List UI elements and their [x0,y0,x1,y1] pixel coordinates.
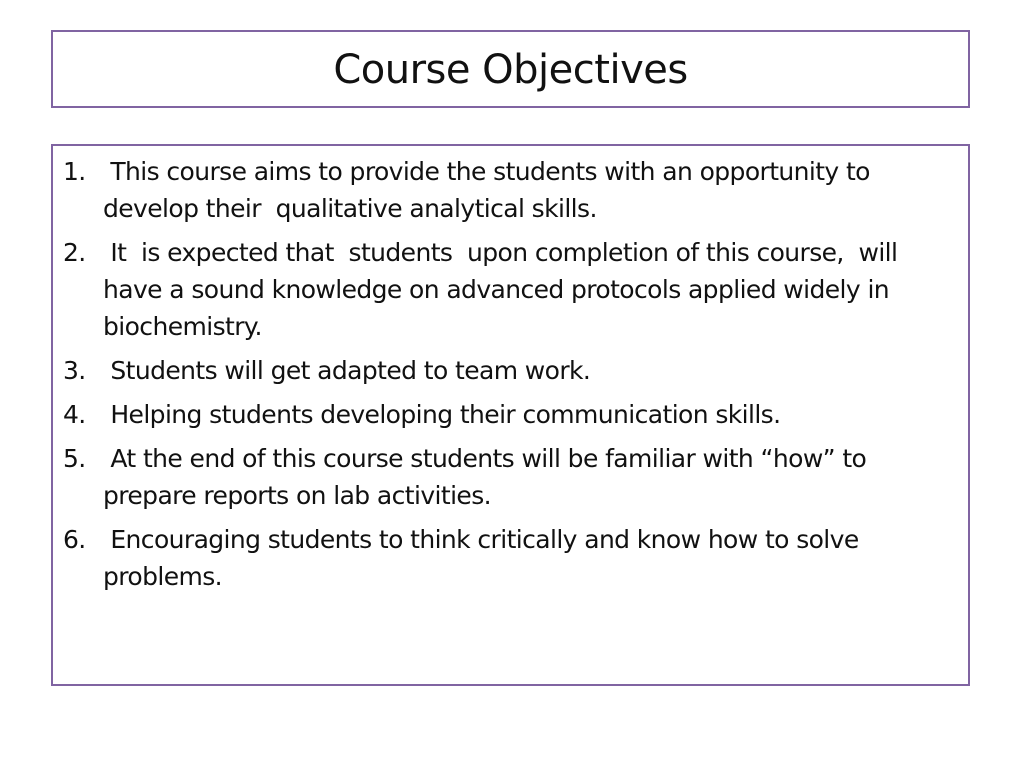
objective-number: 5. [63,444,86,473]
objectives-box [51,144,970,686]
objective-item [63,440,956,514]
objective-number: 1. [63,157,86,186]
objective-item [63,396,956,433]
slide-title: Course Objectives [333,47,688,93]
objective-item [63,521,956,595]
objective-number: 6. [63,525,86,554]
objective-text: At the end of this course students will be familiar with “how” to prepare reports on lab activities. [103,444,874,510]
objective-item [63,352,956,389]
objective-item [63,234,956,345]
objective-text: It is expected that students upon completion of this course, will have a sound knowledge on advanced protocols applied widely in biochemistry. [103,238,913,341]
objective-item [63,153,956,227]
objective-text: This course aims to provide the students with an opportunity to develop their qualitative analytical skills. [103,157,878,223]
objective-text: Students will get adapted to team work. [103,356,591,385]
objective-number: 3. [63,356,86,385]
objective-text: Encouraging students to think critically and know how to solve problems. [103,525,866,591]
objective-number: 2. [63,238,86,267]
objectives-list [63,153,956,595]
title-box [51,30,970,108]
objective-number: 4. [63,400,86,429]
objective-text: Helping students developing their communication skills. [103,400,781,429]
